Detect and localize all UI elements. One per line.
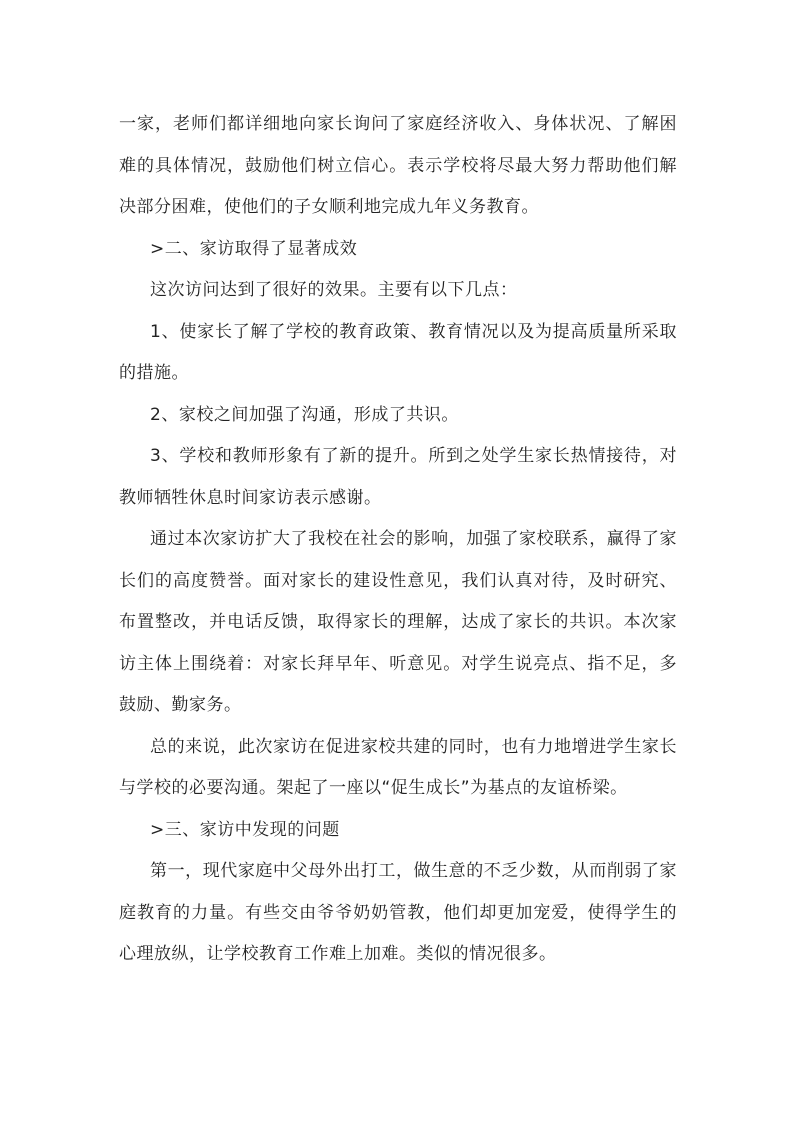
document-body — [119, 104, 677, 976]
list-item-point-3: 3、学校和教师形象有了新的提升。所到之处学生家长热情接待，对教师牺牲休息时间家访表示感谢。 — [119, 446, 677, 508]
list-item-point-2: 2、家校之间加强了沟通，形成了共识。 — [150, 404, 459, 425]
paragraph-influence: 通过本次家访扩大了我校在社会的影响，加强了家校联系，赢得了家长们的高度赞誉。面对家长的建设性意见，我们认真对待，及时研究、布置整改，并电话反馈，取得家长的理解，达成了家长的共识。本次家访主体上围绕着：对家长拜早年、听意见。对学生说亮点、指不足，多鼓励、勤家务。 — [119, 529, 677, 715]
paragraph-intro-points: 这次访问达到了很好的效果。主要有以下几点： — [150, 280, 518, 300]
list-item-point-1: 1、使家长了解了学校的教育政策、教育情况以及为提高质量所采取的措施。 — [119, 321, 677, 383]
section-heading-problems: >三、家访中发现的问题 — [150, 819, 340, 840]
paragraph-summary: 总的来说，此次家访在促进家校共建的同时，也有力地增进学生家长与学校的必要沟通。架起了一座以“促生成长”为基点的友谊桥梁。 — [119, 736, 677, 798]
section-heading-achievements: >二、家访取得了显著成效 — [150, 238, 358, 259]
paragraph-continuation: 一家，老师们都详细地向家长询问了家庭经济收入、身体状况、了解困难的具体情况，鼓励他们树立信心。表示学校将尽最大努力帮助他们解决部分困难，使他们的子女顺利地完成九年义务教育。 — [119, 114, 677, 217]
paragraph-problem-1: 第一，现代家庭中父母外出打工，做生意的不乏少数，从而削弱了家庭教育的力量。有些交由爷爷奶奶管教，他们却更加宠爱，使得学生的心理放纵，让学校教育工作难上加难。类似的情况很多。 — [119, 861, 677, 964]
